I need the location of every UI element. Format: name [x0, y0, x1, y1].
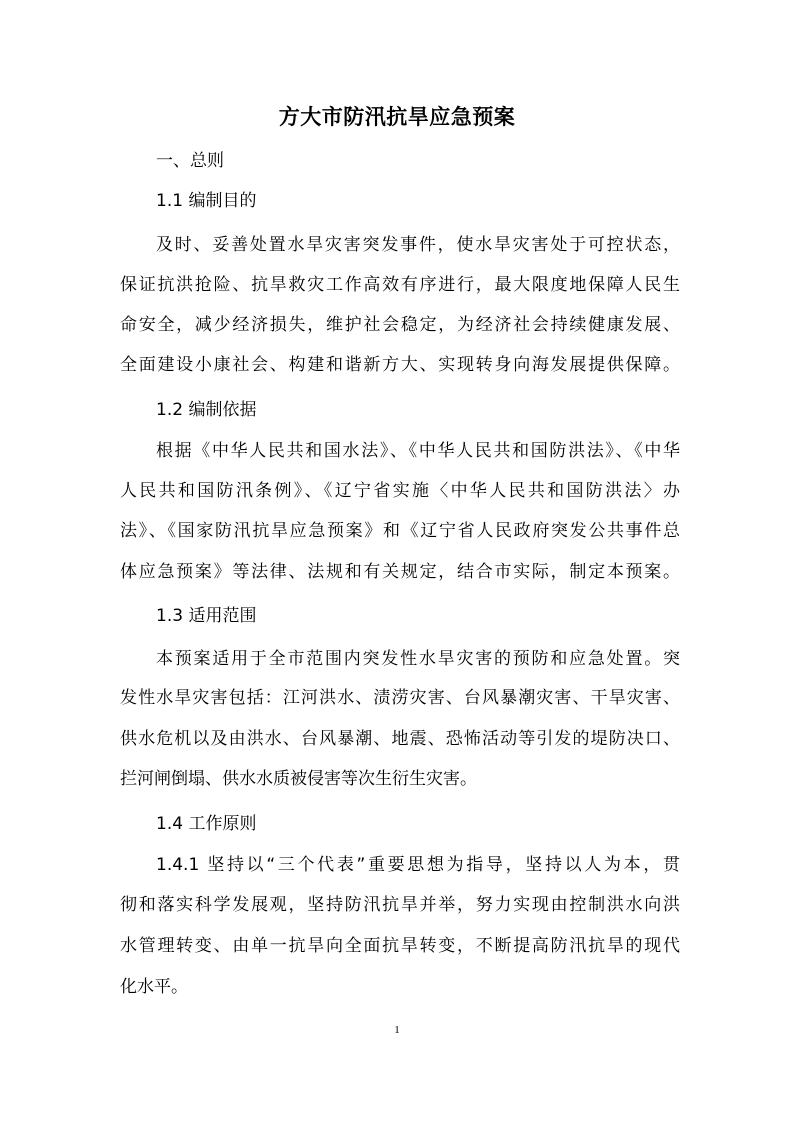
- paragraph-basis-line: 体应急预案》等法律、法规和有关规定，结合市实际，制定本预案。: [120, 562, 680, 582]
- subsection-heading-1-1: 1.1 编制目的: [156, 191, 257, 211]
- subsection-heading-1-4: 1.4 工作原则: [156, 814, 257, 834]
- page-number: 1: [394, 1024, 400, 1036]
- paragraph-basis-line: 根据《中华人民共和国水法》、《中华人民共和国防洪法》、《中华: [156, 441, 680, 461]
- paragraph-principles-line: 1.4.1 坚持以“三个代表”重要思想为指导，坚持以人为本，贯: [156, 855, 680, 875]
- subsection-heading-1-3: 1.3 适用范围: [156, 606, 257, 626]
- section-heading-general: 一、总则: [156, 151, 224, 171]
- paragraph-scope-line: 本预案适用于全市范围内突发性水旱灾害的预防和应急处置。突: [156, 649, 680, 669]
- document-title: 方大市防汛抗旱应急预案: [278, 105, 516, 129]
- subsection-heading-1-2: 1.2 编制依据: [156, 400, 257, 420]
- paragraph-purpose-line: 保证抗洪抢险、抗旱救灾工作高效有序进行，最大限度地保障人民生: [120, 275, 680, 295]
- paragraph-basis-line: 人民共和国防汛条例》、《辽宁省实施〈中华人民共和国防洪法〉办: [120, 481, 680, 501]
- paragraph-scope-line: 供水危机以及由洪水、台风暴潮、地震、恐怖活动等引发的堤防决口、: [120, 729, 680, 749]
- paragraph-principles-line: 水管理转变、由单一抗旱向全面抗旱转变，不断提高防汛抗旱的现代: [120, 936, 680, 956]
- paragraph-principles-line: 化水平。: [120, 977, 188, 997]
- paragraph-scope-line: 发性水旱灾害包括：江河洪水、渍涝灾害、台风暴潮灾害、干旱灾害、: [120, 688, 680, 708]
- paragraph-principles-line: 彻和落实科学发展观，坚持防汛抗旱并举，努力实现由控制洪水向洪: [120, 895, 680, 915]
- paragraph-scope-line: 拦河闸倒塌、供水水质被侵害等次生衍生灾害。: [120, 769, 477, 789]
- paragraph-purpose-line: 及时、妥善处置水旱灾害突发事件，使水旱灾害处于可控状态，: [156, 235, 680, 255]
- paragraph-purpose-line: 命安全，减少经济损失，维护社会稳定，为经济社会持续健康发展、: [120, 315, 680, 335]
- paragraph-basis-line: 法》、《国家防汛抗旱应急预案》和《辽宁省人民政府突发公共事件总: [120, 521, 680, 541]
- paragraph-purpose-line: 全面建设小康社会、构建和谐新方大、实现转身向海发展提供保障。: [120, 355, 680, 375]
